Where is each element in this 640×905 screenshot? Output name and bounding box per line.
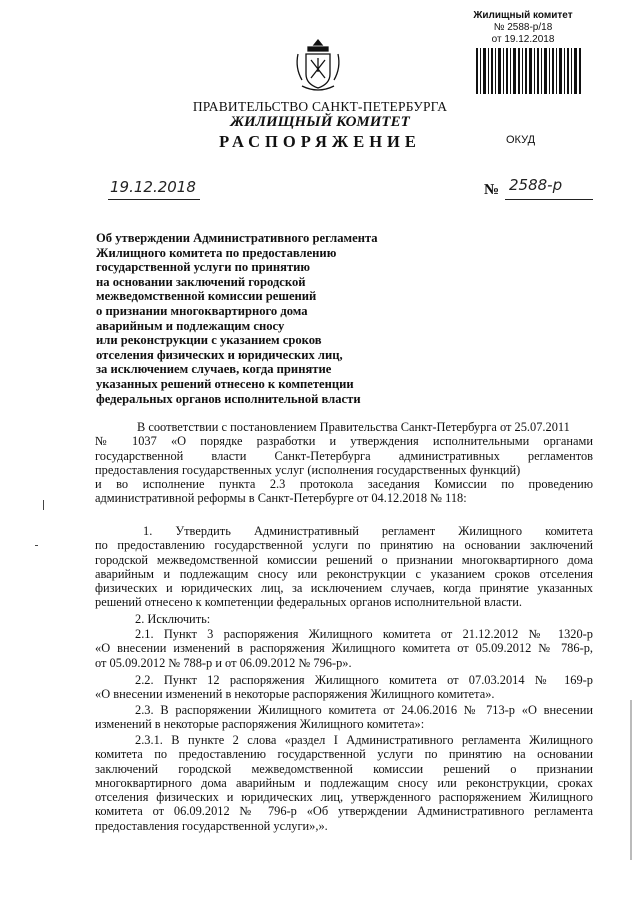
text-line: по предоставлению государственной услуги по принятию на основании заключений <box>95 538 593 553</box>
item-1 <box>95 524 593 610</box>
text-line: многоквартирного дома аварийным и подлежащим сносу или реконструкции, сроках <box>95 775 593 790</box>
text-line: «О внесении изменений в распоряжения Жилищного комитета от 05.09.2012 № 786-р, <box>95 641 593 656</box>
document-type: РАСПОРЯЖЕНИЕ <box>219 132 421 151</box>
text-line: административной реформы в Санкт-Петербурге от 04.12.2018 № 118: <box>95 491 467 506</box>
document-title <box>96 231 426 406</box>
text-line: 1. Утвердить Административный регламент Жилищного комитета <box>143 524 593 538</box>
text-line: физических и юридических лиц, за исключением случаев, когда принятие указанных <box>95 581 593 596</box>
text-line: предоставления государственной услуги»,». <box>95 818 328 833</box>
text-line: заключений городской межведомственной комиссии решений о признании <box>95 761 593 776</box>
government-name: ПРАВИТЕЛЬСТВО САНКТ-ПЕТЕРБУРГА <box>192 99 448 114</box>
scan-mark <box>43 500 44 510</box>
title-line: за исключением случаев, когда принятие <box>96 362 332 377</box>
scan-mark <box>35 545 38 546</box>
text-line: решений отнесено к компетенции федеральных органов исполнительной власти. <box>95 595 523 610</box>
text-line: № 1037 «О порядке разработки и утверждения исполнительными органами <box>95 434 593 449</box>
document-date: 19.12.2018 <box>110 178 196 196</box>
title-line: Об утверждении Административного регламента <box>96 231 378 245</box>
title-line: федеральных органов исполнительной власти <box>96 391 361 406</box>
stamp-line-2: № 2588-р/18 <box>493 22 553 33</box>
item-2-1 <box>95 627 593 670</box>
barcode <box>476 48 582 94</box>
coat-of-arms-icon <box>294 38 342 94</box>
item-2-3 <box>95 703 593 732</box>
text-line: «О внесении изменений в некоторые распоряжения Жилищного комитета». <box>95 687 495 702</box>
title-line: аварийным и подлежащим сносу <box>96 318 285 333</box>
registration-stamp <box>468 10 578 46</box>
text-line: аварийным и подлежащим сносу или реконструкции с указанием сроков отселения <box>95 566 593 581</box>
title-line: Жилищного комитета по предоставлению <box>96 245 337 260</box>
title-line: государственной услуги по принятию <box>96 260 311 275</box>
committee-name: ЖИЛИЩНЫЙ КОМИТЕТ <box>230 114 410 130</box>
stamp-line-3: от 19.12.2018 <box>491 34 555 45</box>
item-2 <box>95 612 593 626</box>
page-edge-shadow <box>630 700 632 860</box>
text-line: государственной власти Санкт-Петербурга административных регламентов <box>95 448 593 463</box>
text-line: комитета по предоставлению государственной услуги по принятию на основании <box>95 747 593 762</box>
text-line: городской межведомственной комиссии решений о признании многоквартирного дома <box>95 552 593 567</box>
title-line: указанных решений отнесено к компетенции <box>96 376 354 391</box>
title-line: на основании заключений городской <box>96 274 306 289</box>
item-2-2 <box>95 673 593 702</box>
title-line: о признании многоквартирного дома <box>96 303 308 318</box>
item-2-3-1 <box>95 733 593 833</box>
text-line: 2.3. В распоряжении Жилищного комитета от 24.06.2016 № 713-р «О внесении <box>135 703 593 717</box>
text-line: изменений в некоторые распоряжения Жилищного комитета»: <box>95 717 425 732</box>
title-line: отселения физических и юридических лиц, <box>96 347 343 362</box>
okud-label: ОКУД <box>506 134 536 146</box>
title-line: межведомственной комиссии решений <box>96 289 317 304</box>
text-line: и во исполнение пункта 2.3 протокола заседания Комиссии по проведению <box>95 477 593 492</box>
stamp-line-1: Жилищный комитет <box>473 10 573 21</box>
text-line: 2.2. Пункт 12 распоряжения Жилищного комитета от 07.03.2014 № 169-р <box>135 673 593 687</box>
text-line: отселения физических и юридических лиц, утвержденного распоряжением Жилищного <box>95 790 593 805</box>
text-line: от 05.09.2012 № 788-р и от 06.09.2012 № 796-р». <box>95 655 352 670</box>
text-line: комитета от 06.09.2012 № 796-р «Об утверждении Административного регламента <box>95 804 593 819</box>
date-underline <box>108 199 200 200</box>
text-line: 2.1. Пункт 3 распоряжения Жилищного комитета от 21.12.2012 № 1320-р <box>135 627 593 641</box>
document-number: 2588-р <box>509 176 563 194</box>
preamble-paragraph <box>95 420 593 506</box>
number-label: № <box>484 182 500 198</box>
title-line: или реконструкции с указанием сроков <box>96 333 322 348</box>
text-line: 2.3.1. В пункте 2 слова «раздел I Административного регламента Жилищного <box>135 733 593 747</box>
text-line: предоставления государственных услуг (исполнения государственных функций) <box>95 462 521 477</box>
text-line: В соответствии с постановлением Правительства Санкт-Петербурга от 25.07.2011 <box>137 420 570 434</box>
number-underline <box>505 199 593 200</box>
text-line: 2. Исключить: <box>135 612 211 626</box>
